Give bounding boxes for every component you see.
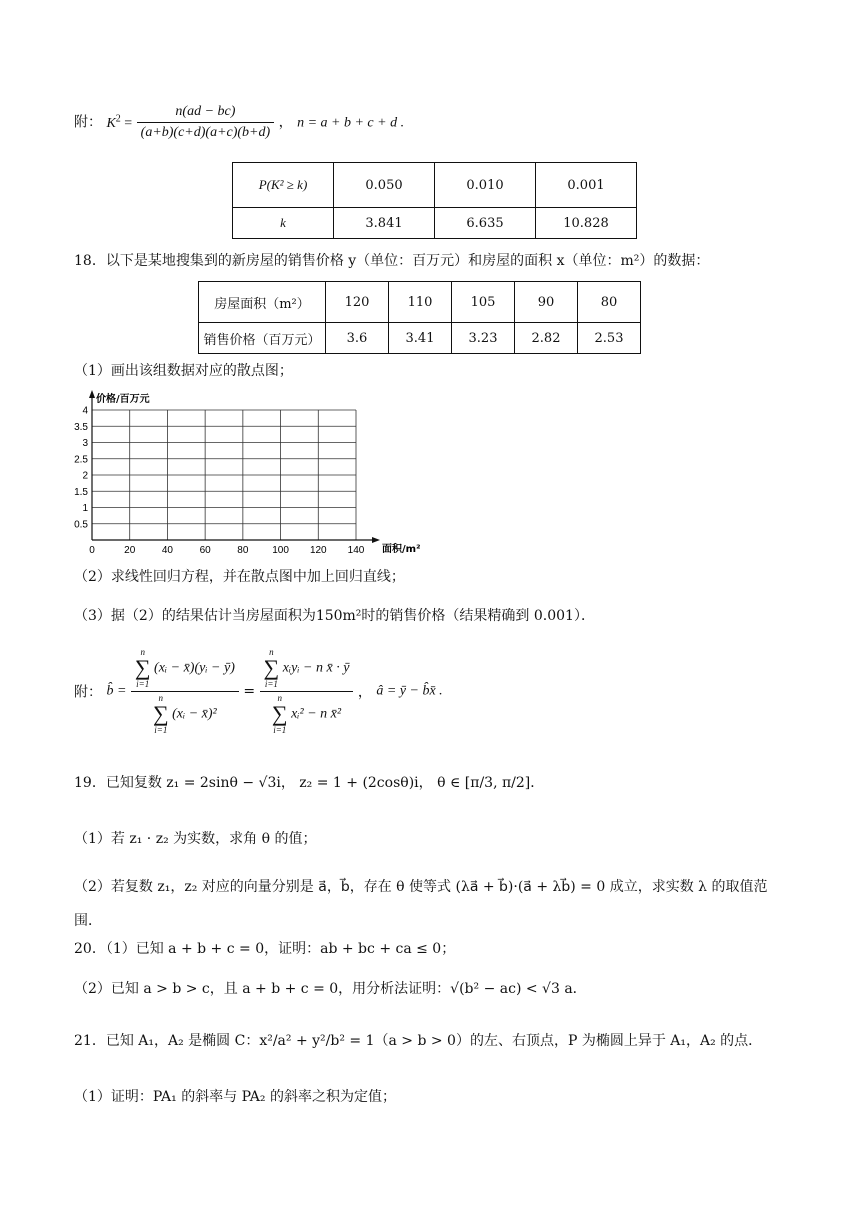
k2-numerator: n(ad − bc) — [175, 104, 236, 119]
q19-part1: （1）若 z₁ · z₂ 为实数，求角 θ 的值； — [74, 831, 317, 847]
table-cell: 3.23 — [452, 323, 515, 354]
table-header-cell: 120 — [326, 282, 389, 323]
table-cell: 3.41 — [389, 323, 452, 354]
x-tick-label: 120 — [309, 545, 327, 556]
q20-part1: 20．（1）已知 a + b + c = 0，证明：ab + bc + ca ≤ 0； — [74, 941, 456, 957]
table-cell: 2.53 — [578, 323, 641, 354]
y-axis-label: 价格/百万元 — [96, 394, 150, 405]
fraction-2-denominator: xᵢ² − n x̄² — [291, 706, 342, 722]
appendix-label: 附： — [74, 684, 102, 701]
table-cell: 销售价格（百万元） — [199, 323, 326, 354]
appendix-label: 附： — [74, 114, 102, 131]
fraction-1-denominator: (xᵢ − x̄)² — [172, 706, 217, 722]
q18-data-table — [198, 281, 641, 354]
appendix-regression-formula: 附： b̂ = n ∑ i=1 (xᵢ − x̄)(yᵢ − ȳ) n ∑ i=1 (xᵢ − x̄)² = n ∑ i=1 xᵢyᵢ − n x̄ · ȳ n ∑ i=1 xᵢ² − n x̄² ， â = ȳ − b̂x̄ . — [74, 647, 443, 735]
y-tick-label: 3.5 — [74, 421, 88, 433]
table-cell: 2.82 — [515, 323, 578, 354]
x-tick-label: 40 — [161, 545, 173, 556]
table-header-cell: 90 — [515, 282, 578, 323]
y-tick-label: 1 — [82, 503, 88, 514]
q18-part3: （3）据（2）的结果估计当房屋面积为150m²时的销售价格（结果精确到 0.001）． — [74, 608, 595, 624]
k2-denominator: (a+b)(c+d)(a+c)(b+d) — [137, 122, 275, 141]
b-hat-fraction-1: n ∑ i=1 (xᵢ − x̄)(yᵢ − ȳ) n ∑ i=1 (xᵢ − x̄)² — [131, 648, 239, 735]
table-header-cell: 房屋面积（m²） — [199, 282, 326, 323]
y-tick-label: 1.5 — [74, 486, 88, 498]
table-header-cell: P(K² ≥ k) — [233, 163, 334, 208]
q20-part2: （2）已知 a > b > c，且 a + b + c = 0，用分析法证明：√(b² − ac) < √3 a． — [74, 981, 587, 997]
x-axis-arrow — [372, 537, 380, 543]
q18-stem: 18．以下是某地搜集到的新房屋的销售价格 y（单位：百万元）和房屋的面积 x（单位：m²）的数据： — [74, 253, 710, 269]
y-tick-label: 2 — [82, 470, 88, 482]
y-tick-label: 4 — [82, 405, 88, 417]
b-hat-symbol: b̂ = — [106, 683, 127, 699]
table-header-cell: 0.050 — [334, 163, 435, 208]
fraction-1-numerator: (xᵢ − x̄)(yᵢ − ȳ) — [154, 660, 235, 676]
table-cell: k — [233, 208, 334, 239]
table-header-cell: 105 — [452, 282, 515, 323]
b-hat-fraction-2: n ∑ i=1 xᵢyᵢ − n x̄ · ȳ n ∑ i=1 xᵢ² − n x̄² — [260, 648, 354, 735]
table-cell: 10.828 — [536, 208, 637, 239]
y-tick-label: 3 — [82, 438, 88, 449]
y-tick-label: 0.5 — [74, 519, 88, 531]
table-cell: 3.6 — [326, 323, 389, 354]
x-tick-label: 20 — [124, 545, 136, 556]
table-cell: 6.635 — [435, 208, 536, 239]
table-header-cell: 80 — [578, 282, 641, 323]
appendix-k2-formula: 附： $K^2$ = $\frac{n(ad - bc)}{(a+b)(c+d)(a+c)(b+d)}$ ， n = a + b + c + d . — [74, 104, 405, 140]
q21-part1: （1）证明：PA₁ 的斜率与 PA₂ 的斜率之积为定值； — [74, 1089, 396, 1105]
table-header-cell: 110 — [389, 282, 452, 323]
x-tick-label: 60 — [199, 545, 211, 556]
q19-part2-line2: 围． — [74, 913, 102, 929]
x-tick-label: 80 — [237, 545, 249, 556]
q19-stem: 19．已知复数 z₁ = 2sinθ − √3i， z₂ = 1 + (2cosθ)i， θ ∈ [π/3, π/2]． — [74, 775, 545, 791]
y-axis-arrow — [89, 390, 95, 398]
x-axis-label: 面积/m² — [382, 544, 421, 555]
q18-part2: （2）求线性回归方程，并在散点图中加上回归直线； — [74, 569, 405, 585]
n-definition: n = a + b + c + d . — [297, 115, 405, 131]
x-tick-label: 0 — [89, 545, 95, 556]
table-header-cell: 0.001 — [536, 163, 637, 208]
x-tick-label: 100 — [272, 545, 289, 556]
q19-part2-line1: （2）若复数 z₁，z₂ 对应的向量分别是 a⃗，b⃗，存在 θ 使等式 (λa⃗ + b⃗)·(a⃗ + λb⃗) = 0 成立，求实数 λ 的取值范 — [74, 879, 768, 895]
table-cell: 3.841 — [334, 208, 435, 239]
q21-stem: 21．已知 A₁，A₂ 是椭圆 C：x²/a² + y²/b² = 1（a > b > 0）的左、右顶点，P 为椭圆上异于 A₁，A₂ 的点． — [74, 1033, 763, 1049]
critical-value-table — [232, 162, 637, 239]
a-hat-formula: â = ȳ − b̂x̄ . — [376, 683, 443, 699]
k2-fraction — [137, 104, 275, 141]
x-tick-label: 140 — [347, 545, 365, 556]
fraction-2-numerator: xᵢyᵢ − n x̄ · ȳ — [282, 660, 350, 676]
q18-part1: （1）画出该组数据对应的散点图； — [74, 363, 293, 379]
table-header-cell: 0.010 — [435, 163, 536, 208]
scatter-plot-grid — [66, 380, 426, 560]
y-tick-label: 2.5 — [74, 454, 88, 466]
k-symbol: K — [106, 115, 116, 131]
